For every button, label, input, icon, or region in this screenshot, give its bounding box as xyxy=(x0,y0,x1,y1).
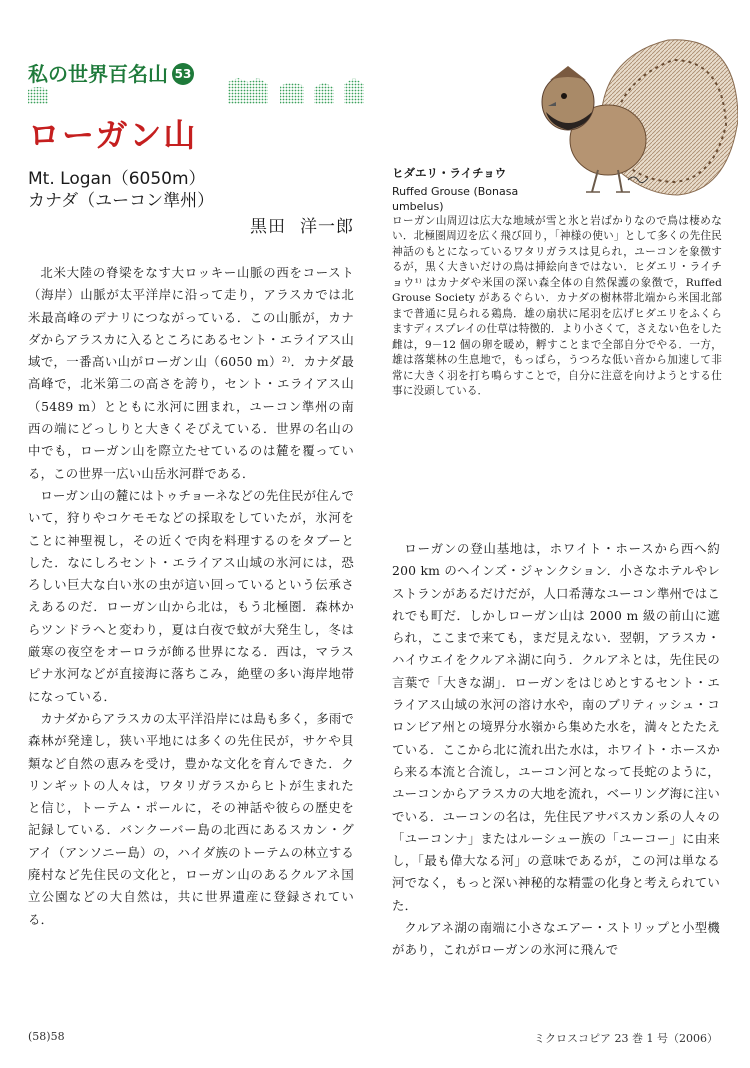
paragraph: 北米大陸の脊梁をなす大ロッキー山脈の西をコースト（海岸）山脈が太平洋岸に沿って走り，アラスカでは北米最高峰のデナリにつながっている．この山脈が，カナダからアラスカに入るところにあるセント・エライアス山域で，一番高い山がローガン山（6050 m）²⁾．カナダ最高峰で，北米第二の高さを誇り，セント・エライアス山（5489 m）とともに氷河に囲まれ，ユーコン準州の南西の端にどっしりと大きくそびえている．世界の名山の中でも，ローガン山を際立たせているのは麓を覆っている，この世界一広い山岳氷河群である． xyxy=(28,265,354,481)
subtitle-mountain: Mt. Logan（6050m） xyxy=(28,169,206,189)
body-column-left xyxy=(28,262,354,931)
page-number: (58)58 xyxy=(28,1030,65,1043)
series-number-badge: 53 xyxy=(172,63,194,85)
author-family: 黒田 xyxy=(250,217,286,237)
mountain-decoration xyxy=(18,74,368,106)
author-given: 洋一郎 xyxy=(300,217,354,237)
paragraph: ローガンの登山基地は，ホワイト・ホースから西へ約 200 km のヘインズ・ジャンクション．小さなホテルやレストランがあるだけだが，人口希薄なユーコン準州ではこれでも町だ．しかしローガン山は 2000 m 級の前山に遮られ，ここまで来ても，まだ見えない．翌朝，アラスカ・ハイウエイをクルアネ湖に向う．クルアネとは，先住民の言葉で「大きな湖」．ローガンをはじめとするセント・エライアス山域の氷河の溶け水や，南のブリティッシュ・コロンビア州との境界分水嶺から集めた水を，満々とたたえている．ここから北に流れ出た水は，ホワイト・ホースから来る本流と合流し，ユーコン河となって長蛇のように，ユーコンからアラスカの大地を流れ，ベーリング海に注いでいる．ユーコンの名は，先住民アサパスカン系の人々の「ユーコンナ」またはルーシュー族の「ユーコー」に由来し，「最も偉大なる河」の意味であるが，この河は単なる河でなく，もっと深い神秘的な精霊の化身と考えられていた． xyxy=(392,541,720,913)
paragraph: クルアネ湖の南端に小さなエアー・ストリップと小型機があり，これがローガンの氷河に飛んで xyxy=(392,920,720,958)
series-title-text: 私の世界百名山 xyxy=(28,62,168,86)
body-column-right xyxy=(392,538,720,962)
paragraph: カナダからアラスカの太平洋沿岸には島も多く，多雨で森林が発達し，狭い平地には多くの先住民が，サケや貝類など自然の恵みを受け，豊かな文化を育んできた．クリンギットの人々は，ワタリガラスからヒトが生まれたと信じ，トーテム・ポールに，その神話や彼らの歴史を記録している．バンクーバー島の北西にあるスカン・グアイ（アンソニー島）の，ハイダ族のトーテムの林立する廃村など先住民の文化と，ローガン山のあるクルアネ国立公園などの大自然は，共に世界遺産に登録されている． xyxy=(28,710,354,927)
paragraph: ローガン山の麓にはトゥチョーネなどの先住民が住んでいて，狩りやコケモモなどの採取をしていたが，氷河をことに神聖視し，その近くで肉を料理するのをタブーとした．なにしろセント・エライアス山域の氷河には，恐ろしい巨大な白い氷の虫が這い回っているという伝承さえあるのだ．ローガン山から北は，もう北極圏．森林からツンドラへと変わり，夏は白夜で蚊が大発生し，冬は厳寒の夜空をオーロラが飾る世界になる．西は，マラスピナ氷河などが直接海に落ちこみ，絶壁の多い海岸地帯になっている． xyxy=(28,487,354,704)
subtitle-region: カナダ（ユーコン準州） xyxy=(28,191,215,211)
caption-text: ローガン山周辺は広大な地域が雪と氷と岩ばかりなので鳥は棲めない．北極圏周辺を広く飛び回り，「神様の使い」として多くの先住民神話のもとになっているワタリガラスは見られ，ユーコンを象徴するが，黒く大きいだけの鳥は挿絵向きではない．ヒダエリ・ライチョウ¹⁾ はカナダや米国の深い森全体の自然保護の象徴で，Ruffed Grouse Society があるぐらい．カナダの樹林帯北端から米国北部まで普通に見られる鶏鳥．雄の扇状に尾羽を広げヒダエリをふくらますディスプレイの仕草は特徴的．より小さくて，さえない色をした雌は，9－12 個の卵を暖め，孵すことまで全部自分でやる．一方，雄は落葉林の生息地で，もっぱら，うつろな低い音から加速して非常に大きく羽を打ち鳴らすことで，自分に注意を向けようとする仕事に没頭している． xyxy=(392,214,722,397)
journal-info: ミクロスコピア 23 巻 1 号（2006） xyxy=(534,1032,718,1045)
illustration-caption xyxy=(392,166,722,400)
page-title: ローガン山 xyxy=(28,116,198,154)
caption-heading: ヒダエリ・ライチョウ xyxy=(392,166,507,180)
caption-scientific-name-2: umbelus) xyxy=(392,199,444,213)
author xyxy=(250,212,368,237)
subtitle xyxy=(28,168,214,212)
caption-scientific-name-1: Ruffed Grouse (Bonasa xyxy=(392,184,519,198)
